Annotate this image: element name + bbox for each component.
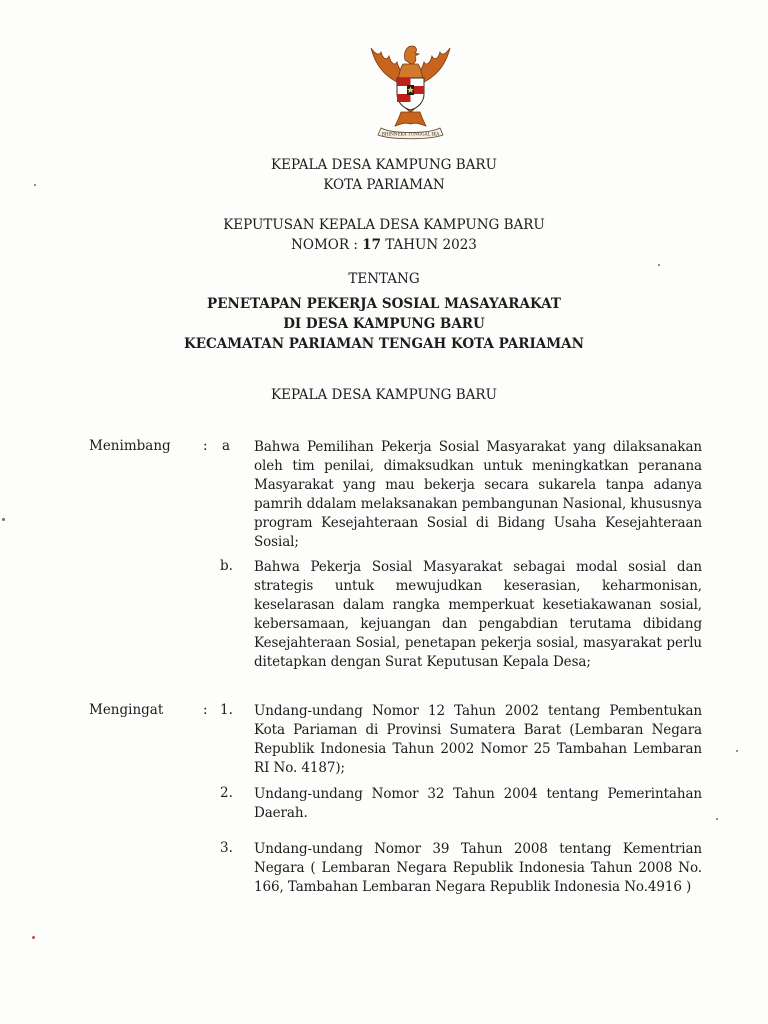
mengingat-item-1: Undang-undang Nomor 12 Tahun 2002 tentang Pembentukan Kota Pariaman di Provinsi Sumatera Barat (Lembaran Negara Republik Indonesia Tahun 2002 Nomor 25 Tambahan Lembaran RI No. 4187); xyxy=(254,703,702,776)
mengingat-marker-3: 3. xyxy=(220,840,233,856)
scan-speck xyxy=(2,518,5,521)
mengingat-marker-1: 1. xyxy=(220,702,233,718)
garuda-icon xyxy=(363,38,458,142)
mengingat-item-3: Undang-undang Nomor 39 Tahun 2008 tentang Kementrian Negara ( Lembaran Negara Republik Indonesia Tahun 2008 No. 166, Tambahan Lembaran Negara Republik Indonesia No.4916 ) xyxy=(254,841,702,895)
decree-number: 17 xyxy=(362,237,381,253)
garuda-pancasila-emblem xyxy=(363,38,458,142)
decree-number-suffix: TAHUN 2023 xyxy=(380,237,477,253)
scan-speck xyxy=(658,264,660,266)
office-city: KOTA PARIAMAN xyxy=(323,177,445,193)
menimbang-item-b: Bahwa Pekerja Sosial Masyarakat sebagai modal sosial dan strategis untuk mewujudkan keserasian, keharmonisan, keselarasan dalam rangka memperkuat kesetiakawanan sosial, kebersamaan, kejuangan dan pengabdian terutama dibidang Kesejahteraan Sosial, penetapan pekerja sosial, masyarakat perlu ditetapkan dengan Surat Keputusan Kepala Desa; xyxy=(254,559,702,670)
scan-speck xyxy=(32,936,35,939)
mengingat-colon: : xyxy=(203,702,208,718)
menimbang-item-a: Bahwa Pemilihan Pekerja Sosial Masyarakat yang dilaksanakan oleh tim penilai, dimaksudkan untuk meningkatkan peranana Masyarakat yang mau bekerja secara sukarela tanpa adanya pamrih ddalam melaksanakan pembangunan Nasional, khususnya program Kesejahteraan Sosial di Bidang Usaha Kesejahteraan Sosial; xyxy=(254,439,702,550)
svg-text:BHINNEKA TUNGGAL IKA: BHINNEKA TUNGGAL IKA xyxy=(381,131,440,137)
tentang-heading: TENTANG xyxy=(348,271,420,287)
subject-line-3: KECAMATAN PARIAMAN TENGAH KOTA PARIAMAN xyxy=(183,336,584,352)
subject-line-2: DI DESA KAMPUNG BARU xyxy=(283,316,485,332)
issuer-heading: KEPALA DESA KAMPUNG BARU xyxy=(271,387,497,403)
menimbang-marker-b: b. xyxy=(220,558,233,574)
scan-speck xyxy=(716,818,718,820)
scan-speck xyxy=(34,184,36,186)
scan-speck xyxy=(736,750,738,752)
subject-line-1: PENETAPAN PEKERJA SOSIAL MASAYARAKAT xyxy=(207,296,561,312)
decree-title: KEPUTUSAN KEPALA DESA KAMPUNG BARU xyxy=(223,217,545,233)
decree-number-prefix: NOMOR : xyxy=(291,237,363,253)
menimbang-marker-a: a xyxy=(222,438,231,454)
mengingat-label: Mengingat xyxy=(89,702,164,718)
menimbang-colon: : xyxy=(203,438,208,454)
mengingat-marker-2: 2. xyxy=(220,785,233,801)
office-name: KEPALA DESA KAMPUNG BARU xyxy=(271,157,497,173)
menimbang-label: Menimbang xyxy=(89,438,171,454)
mengingat-item-2: Undang-undang Nomor 32 Tahun 2004 tentang Pemerintahan Daerah. xyxy=(254,786,702,821)
decree-number-line xyxy=(0,236,768,255)
